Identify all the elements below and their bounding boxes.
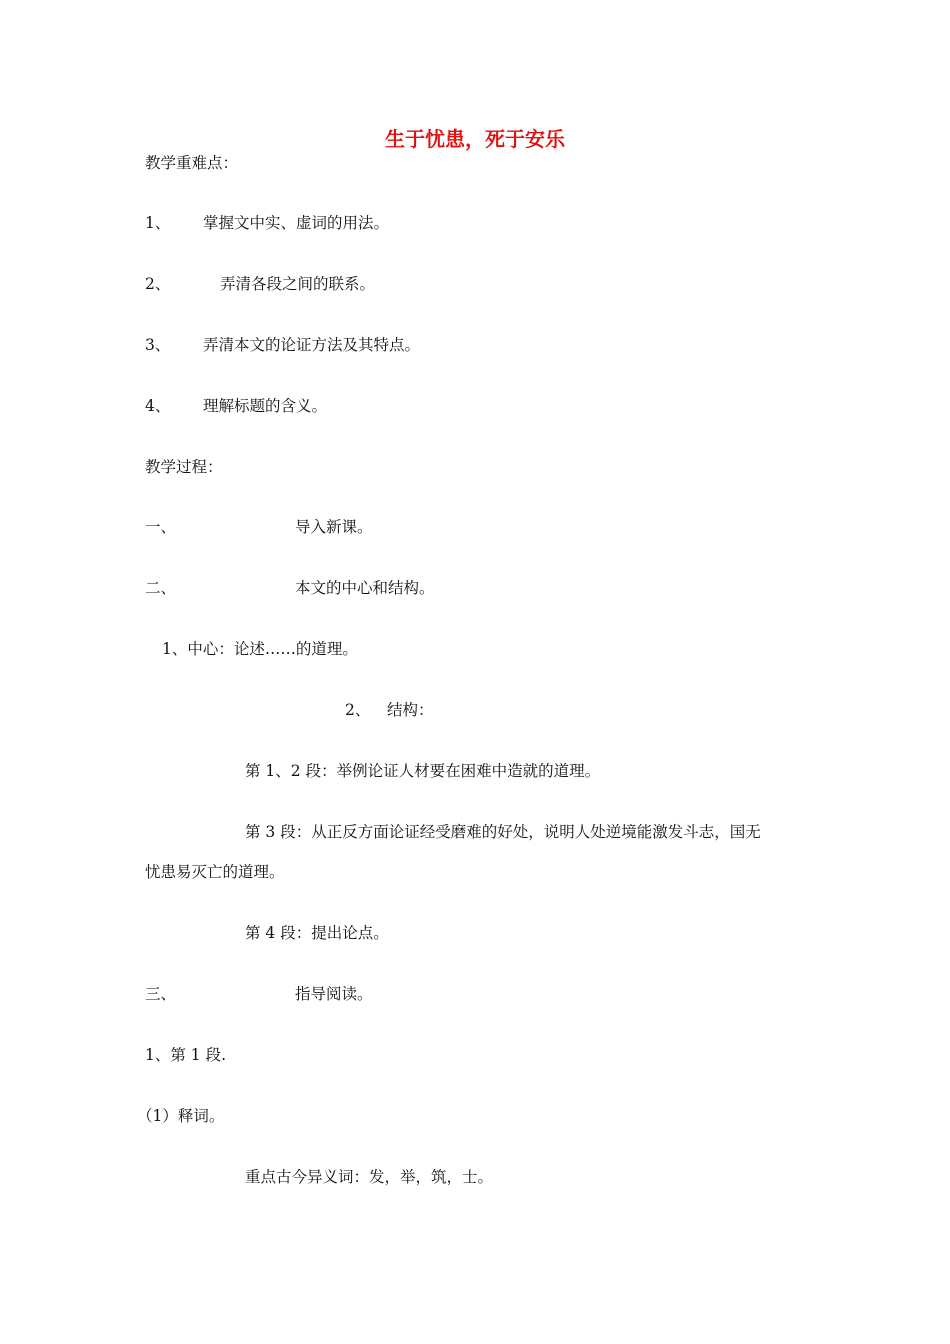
section-number: 三、 xyxy=(145,985,177,1003)
section-text: 指导阅读。 xyxy=(295,985,373,1003)
key-point-number: 1、 xyxy=(145,214,171,232)
reading-item-1-words: 重点古今异义词：发，举，筑，士。 xyxy=(245,1168,494,1186)
key-point-4 xyxy=(145,396,328,416)
process-heading: 教学过程： xyxy=(145,458,223,476)
section-number: 二、 xyxy=(145,579,177,597)
key-point-number: 2、 xyxy=(145,275,171,293)
key-point-text: 理解标题的含义。 xyxy=(203,397,328,415)
paragraph-1-2-summary: 第 1、2 段：举例论证人材要在困难中造就的道理。 xyxy=(245,762,601,780)
section-text: 导入新课。 xyxy=(295,518,373,536)
structure-number: 2、 xyxy=(345,701,371,719)
key-point-text: 掌握文中实、虚词的用法。 xyxy=(203,214,390,232)
section-2 xyxy=(145,578,435,598)
reading-item-1-sub: （1）释词。 xyxy=(137,1107,225,1125)
document-title: 生于忧患，死于安乐 xyxy=(385,127,565,151)
section-1 xyxy=(145,517,373,537)
key-points-heading: 教学重难点： xyxy=(145,154,239,172)
paragraph-3-summary-continued: 忧患易灭亡的道理。 xyxy=(145,863,285,881)
key-point-3 xyxy=(145,335,421,355)
key-point-2 xyxy=(145,274,376,294)
key-point-1 xyxy=(145,213,390,233)
section-text: 本文的中心和结构。 xyxy=(295,579,435,597)
key-point-number: 3、 xyxy=(145,336,171,354)
key-point-number: 4、 xyxy=(145,397,171,415)
paragraph-4-summary: 第 4 段：提出论点。 xyxy=(245,924,389,942)
reading-item-1: 1、第 1 段. xyxy=(145,1046,227,1064)
section-number: 一、 xyxy=(145,518,177,536)
structure-line xyxy=(345,700,434,720)
section-3 xyxy=(145,984,373,1004)
paragraph-3-summary: 第 3 段：从正反方面论证经受磨难的好处，说明人处逆境能激发斗志，国无 xyxy=(245,823,761,841)
structure-text: 结构： xyxy=(387,701,434,719)
key-point-text: 弄清各段之间的联系。 xyxy=(220,275,376,293)
center-line: 1、中心：论述……的道理。 xyxy=(162,640,358,658)
key-point-text: 弄清本文的论证方法及其特点。 xyxy=(203,336,421,354)
